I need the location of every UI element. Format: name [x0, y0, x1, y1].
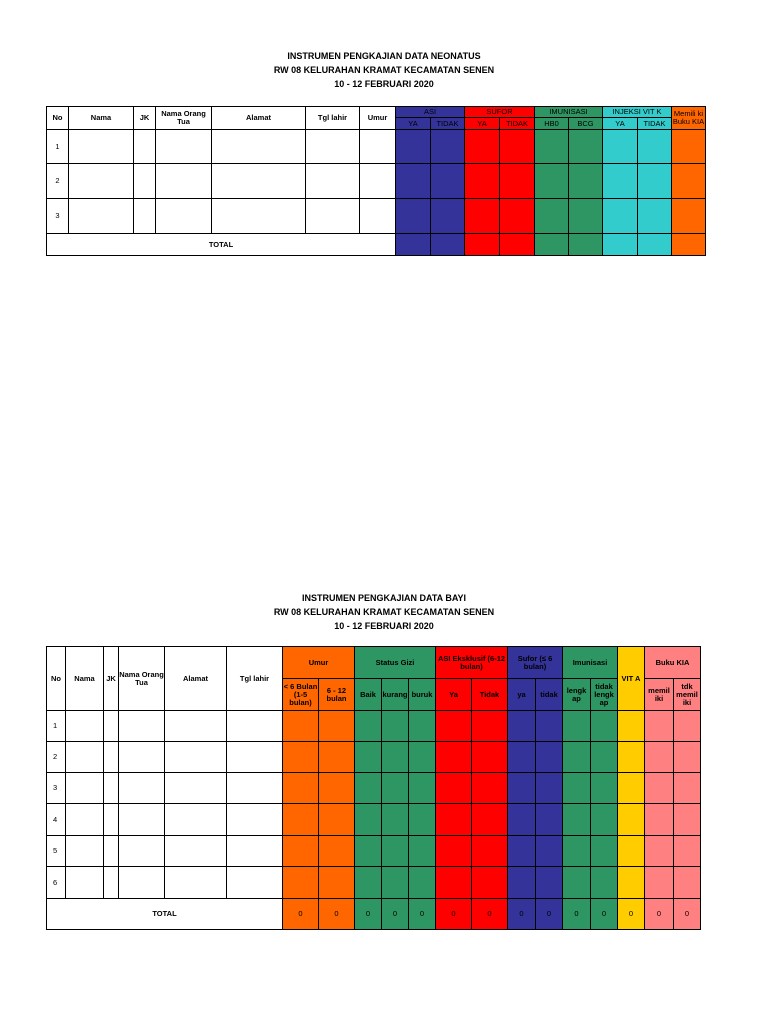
header-umur-kurang-6: < 6 Bulan (1-5 bulan) — [283, 679, 319, 711]
neonatus-title-line-3: 10 - 12 FEBRUARI 2020 — [334, 79, 434, 89]
total-value: 0 — [283, 899, 319, 930]
table-row — [47, 711, 701, 742]
header-sufor-ya: YA — [465, 118, 500, 130]
header-gizi-buruk: buruk — [409, 679, 436, 711]
row-number: 2 — [47, 742, 66, 773]
header-alamat: Alamat — [212, 107, 306, 130]
total-row — [47, 234, 706, 256]
row-number: 1 — [47, 130, 69, 164]
total-label: TOTAL — [47, 899, 283, 930]
header-imunisasi-lengkap: lengk ap — [563, 679, 591, 711]
header-asi-tidak: Tidak — [472, 679, 508, 711]
row-number: 2 — [47, 164, 69, 199]
header-asi-eksklusif: ASI Eksklusif (6-12 bulan) — [436, 647, 508, 679]
header-nama-orang-tua: Nama Orang Tua — [156, 107, 212, 130]
neonatus-title-line-1: INSTRUMEN PENGKAJIAN DATA NEONATUS — [287, 51, 481, 61]
header-injeksi-ya: YA — [603, 118, 638, 130]
header-sufor-ya: ya — [508, 679, 536, 711]
header-buku-kia: Buku KIA — [645, 647, 701, 679]
total-value: 0 — [563, 899, 591, 930]
header-gizi-baik: Baik — [355, 679, 382, 711]
row-number: 5 — [47, 836, 66, 867]
header-asi-ya: YA — [396, 118, 431, 130]
total-value: 0 — [645, 899, 674, 930]
total-value: 0 — [355, 899, 382, 930]
header-status-gizi: Status Gizi — [355, 647, 436, 679]
header-hb0: HB0 — [535, 118, 569, 130]
header-umur-6-12: 6 - 12 bulan — [319, 679, 355, 711]
total-value: 0 — [436, 899, 472, 930]
neonatus-table — [46, 106, 706, 256]
header-kia-tdk-memiliki: tdk memil iki — [674, 679, 701, 711]
table-row — [47, 867, 701, 899]
total-label: TOTAL — [47, 234, 396, 256]
row-number: 4 — [47, 804, 66, 836]
header-bcg: BCG — [569, 118, 603, 130]
header-imunisasi: Imunisasi — [563, 647, 618, 679]
header-no: No — [47, 107, 69, 130]
row-number: 1 — [47, 711, 66, 742]
total-value: 0 — [591, 899, 618, 930]
header-sufor-tidak: TIDAK — [500, 118, 535, 130]
header-tgl-lahir: Tgl lahir — [227, 647, 283, 711]
table-row — [47, 804, 701, 836]
row-number: 3 — [47, 773, 66, 804]
header-jk: JK — [134, 107, 156, 130]
neonatus-title-line-2: RW 08 KELURAHAN KRAMAT KECAMATAN SENEN — [273, 65, 495, 75]
header-sufor-tidak: tidak — [536, 679, 563, 711]
total-value: 0 — [472, 899, 508, 930]
bayi-table — [46, 646, 701, 930]
header-kia-memiliki: memil iki — [645, 679, 674, 711]
table-row — [47, 773, 701, 804]
total-value: 0 — [618, 899, 645, 930]
bayi-title-line-1: INSTRUMEN PENGKAJIAN DATA BAYI — [301, 593, 466, 603]
header-nama: Nama — [66, 647, 104, 711]
header-umur: Umur — [283, 647, 355, 679]
bayi-title-line-3: 10 - 12 FEBRUARI 2020 — [334, 621, 434, 631]
row-number: 6 — [47, 867, 66, 899]
header-injeksi-tidak: TIDAK — [638, 118, 672, 130]
row-number: 3 — [47, 199, 69, 234]
bayi-title-line-2: RW 08 KELURAHAN KRAMAT KECAMATAN SENEN — [273, 607, 495, 617]
header-sufor: SUFOR — [465, 107, 535, 118]
total-value: 0 — [319, 899, 355, 930]
header-nama-orang-tua: Nama Orang Tua — [119, 647, 165, 711]
total-value: 0 — [382, 899, 409, 930]
header-jk: JK — [104, 647, 119, 711]
total-value: 0 — [508, 899, 536, 930]
header-asi-ya: Ya — [436, 679, 472, 711]
total-value: 0 — [409, 899, 436, 930]
header-sufor: Sufor (≤ 6 bulan) — [508, 647, 563, 679]
total-row — [47, 899, 701, 930]
header-imunisasi-tidak-lengkap: tidak lengk ap — [591, 679, 618, 711]
header-vit-a: VIT A — [618, 647, 645, 711]
table-row — [47, 199, 706, 234]
header-injeksi-vit-k: INJEKSI VIT K — [603, 107, 672, 118]
table-row — [47, 130, 706, 164]
header-umur: Umur — [360, 107, 396, 130]
total-value: 0 — [674, 899, 701, 930]
header-asi: ASI — [396, 107, 465, 118]
header-asi-tidak: TIDAK — [431, 118, 465, 130]
table-row — [47, 836, 701, 867]
header-no: No — [47, 647, 66, 711]
header-alamat: Alamat — [165, 647, 227, 711]
header-tgl-lahir: Tgl lahir — [306, 107, 360, 130]
header-gizi-kurang: kurang — [382, 679, 409, 711]
header-nama: Nama — [69, 107, 134, 130]
total-value: 0 — [536, 899, 563, 930]
header-imunisasi: IMUNISASI — [535, 107, 603, 118]
table-row — [47, 742, 701, 773]
table-row — [47, 164, 706, 199]
header-buku-kia: Memili ki Buku KIA — [672, 107, 706, 130]
